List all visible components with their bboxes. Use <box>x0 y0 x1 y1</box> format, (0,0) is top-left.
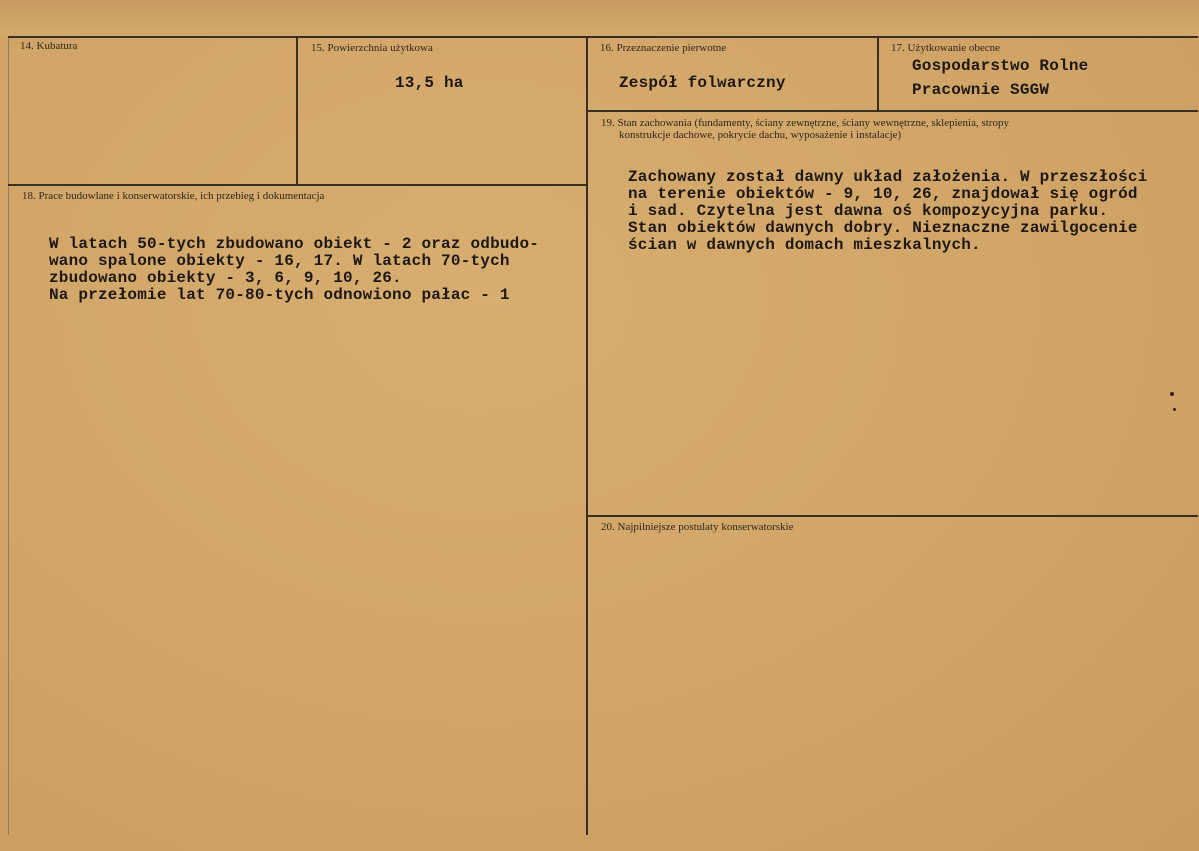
card-top-edge <box>0 0 1199 36</box>
field-15-value: 13,5 ha <box>395 74 464 92</box>
field-17-value-line-1: Gospodarstwo Rolne <box>912 57 1089 75</box>
field-19-label-line-1: 19. Stan zachowania (fundamenty, ściany zewnętrzne, ściany wewnętrzne, sklepienia, stropy <box>601 117 1009 129</box>
field-18-value-line-3: zbudowano obiekty - 3, 6, 9, 10, 26. <box>49 269 402 287</box>
field-18-label: 18. Prace budowlane i konserwatorskie, ich przebieg i dokumentacja <box>22 190 325 202</box>
field-19-value-line-2: na terenie obiektów - 9, 10, 26, znajdował się ogród <box>628 185 1138 203</box>
field-16-label: 16. Przeznaczenie pierwotne <box>600 42 727 54</box>
field-17-value-line-2: Pracownie SGGW <box>912 81 1050 99</box>
rule-h-14-18 <box>8 184 588 186</box>
field-19-value-line-1: Zachowany został dawny układ założenia. W przeszłości <box>628 168 1148 186</box>
field-14-label: 14. Kubatura <box>20 40 78 52</box>
field-19-value-line-3: i sad. Czytelna jest dawna oś kompozycyjna parku. <box>628 202 1109 220</box>
field-19-label-line-2: konstrukcje dachowe, pokrycie dachu, wyposażenie i instalacje) <box>619 129 902 141</box>
rule-v-center <box>586 37 588 835</box>
field-19-value-line-4: Stan obiektów dawnych dobry. Nieznaczne zawilgocenie <box>628 219 1138 237</box>
field-20-label: 20. Najpilniejsze postulaty konserwatorskie <box>601 521 794 533</box>
field-15-label: 15. Powierzchnia użytkowa <box>311 42 433 54</box>
rule-v-left <box>8 37 9 835</box>
rule-top <box>8 36 1198 38</box>
field-16-value: Zespół folwarczny <box>619 74 786 92</box>
field-18-value-line-4: Na przełomie lat 70-80-tych odnowiono pałac - 1 <box>49 286 510 304</box>
paper-speck <box>1173 408 1176 411</box>
rule-v-16-17 <box>877 37 879 110</box>
rule-v-14-15 <box>296 37 298 185</box>
field-18-value-line-1: W latach 50-tych zbudowano obiekt - 2 oraz odbudo- <box>49 235 540 253</box>
rule-h-16-19 <box>587 110 1198 112</box>
field-17-label: 17. Użytkowanie obecne <box>891 42 1001 54</box>
field-18-value-line-2: wano spalone obiekty - 16, 17. W latach 70-tych <box>49 252 510 270</box>
field-19-value-line-5: ścian w dawnych domach mieszkalnych. <box>628 236 981 254</box>
rule-h-19-20 <box>587 515 1198 517</box>
paper-speck <box>1170 392 1174 396</box>
